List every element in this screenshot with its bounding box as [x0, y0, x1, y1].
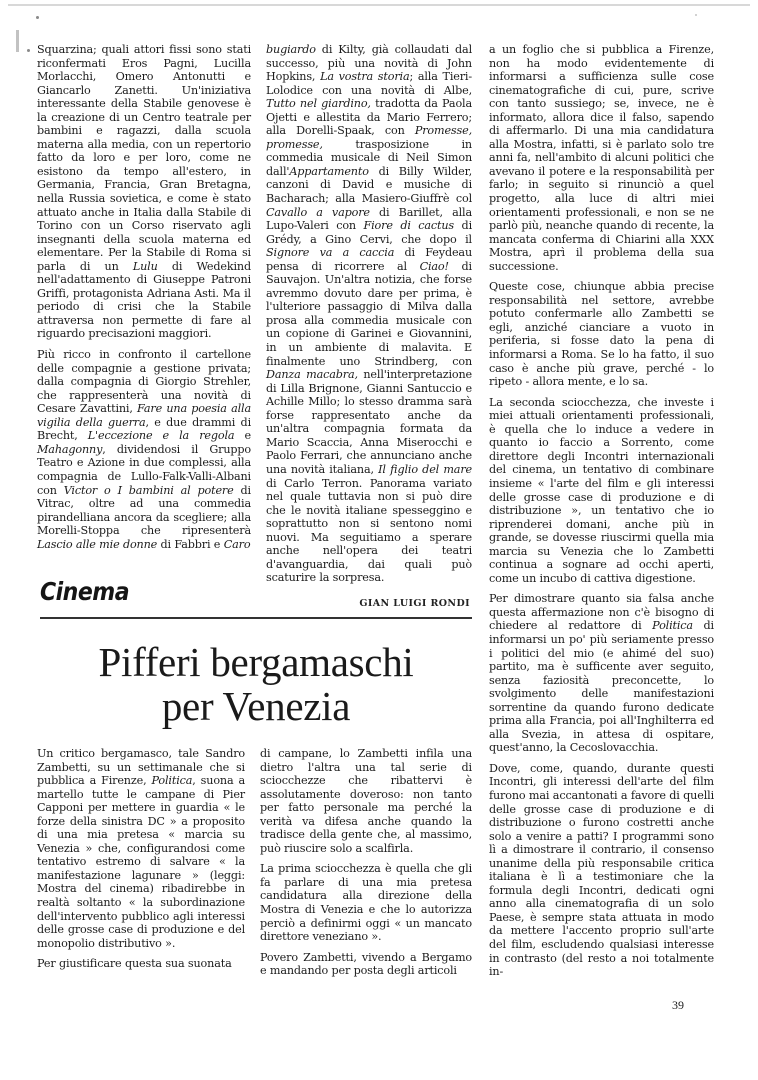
- paragraph: [37, 348, 251, 551]
- italic-title: Appartamento: [289, 164, 369, 178]
- right-column: [489, 43, 714, 979]
- paragraph: [266, 43, 472, 585]
- italic-title: Cavallo a vapore: [266, 205, 370, 219]
- italic-title: Promesse, promesse,: [266, 124, 472, 151]
- text-run: e: [234, 429, 251, 443]
- headline-line-1: Pifferi bergamaschi: [98, 639, 414, 685]
- text-run: Per dimostrare quanto sia falsa anche questa affermazione non c'è bisogno di chiedere al redattore di: [489, 592, 714, 633]
- italic-title: Caro: [223, 537, 251, 551]
- paragraph: [260, 951, 472, 978]
- text-run: Più ricco in confronto il cartellone delle compagnie a gestione privata; dalla compagnia di Giorgio Strehler, che rappresenterà una novità di Cesare Zavattini,: [37, 348, 251, 416]
- section-rule: [40, 617, 472, 619]
- italic-title: Politica: [652, 619, 693, 633]
- italic-title: Lulu: [132, 259, 158, 273]
- scan-speck: [27, 49, 30, 52]
- text-run: di Fabbri e: [157, 537, 224, 551]
- text-run: nell'interpretazione di Lilla Brignone, Gianni Santuccio e Achille Millo; lo stesso dramma sarà forse rappresentato anche da un'altra compagnia formata da Mario Scaccia, Anna Miserocchi e Paolo Ferrari, che annunciano anche una novità italiana,: [266, 368, 472, 476]
- page-number: 39: [672, 998, 684, 1012]
- paragraph: [489, 280, 714, 388]
- section-label: Cinema: [40, 578, 130, 607]
- text-run: tradotta da Paola Ojetti e allestita da Mario Ferrero; alla Dorelli-Spaak, con: [266, 97, 472, 138]
- italic-title: La vostra storia: [320, 70, 410, 84]
- text-run: a un foglio che si pubblica a Firenze, non ha modo evidentemente di informarsi a sufficienza sulle cose cinematografiche di cui, pure, scrive con tanto sussiego; se, invece, ne è informato, allora dice il falso, sapendo di affermarlo. Di una mia candidatura alla Mostra, infatti, si è parlato solo tre anni fa, nell'ambito di alcuni politici che avevano il potere e la responsabilità per farlo; in seguito si rinunciò a quel progetto, alla luce di altri miei orientamenti professionali, e non se ne parlò più, neanche quando di recente, la mancata conferma di Chiarini alla XXX Mostra, aprì il problema della sua successione.: [489, 43, 714, 273]
- text-run: , e due drammi di Brecht,: [37, 415, 251, 443]
- scan-speck: [695, 14, 697, 16]
- paragraph: [260, 747, 472, 855]
- text-run: Povero Zambetti, vivendo a Bergamo e mandando per posta degli articoli: [260, 950, 472, 978]
- text-run: di Barillet, alla Lupo-Valeri con: [266, 205, 472, 233]
- text-run: di Vitrac, oltre ad una commedia pirandelliana ancora da scegliere; alla Morelli-Stoppa che ripresenterà: [37, 483, 251, 538]
- italic-title: Lascio alle mie donne: [37, 537, 158, 551]
- text-run: di Carlo Terron. Panorama variato nel quale tuttavia non si può dire che le novità italiane spesseggino e soprattutto non si sentono nomi nuovi. Ma seguitiamo a sperare anche nell'opera dei teatri d'avanguardia, dai quali può scaturire la sorpresa.: [266, 476, 472, 585]
- text-run: Per giustificare questa sua suonata: [37, 957, 232, 971]
- article-column-2: [260, 747, 472, 978]
- paragraph: [489, 396, 714, 586]
- paragraph: [37, 43, 251, 341]
- italic-title: Victor o I bambini al potere: [63, 483, 234, 497]
- text-run: di Sauvajon. Un'altra notizia, che forse avremmo dovuto dare per prima, è l'ulteriore passaggio di Milva dalla prosa alla commedia musicale con un copione di Garinei e Giovannini, in un ambiente di malavita. E finalmente uno Strindberg, con: [266, 259, 472, 368]
- text-run: Un critico bergamasco, tale Sandro Zambetti, su un settimanale che si pubblica a Firenze,: [37, 747, 245, 788]
- text-run: La seconda sciocchezza, che investe i miei attuali orientamenti professionali, è quella che lo induce a vedere in quanto io faccio a Sorrento, come direttore degli Incontri internazionali del cinema, un tentativo di combinare insieme « l'arte del film e gli interessi delle grosse case di produzione e di distribuzione », un tentativo che io riprenderei domani, anche più in grande, se dovesse riuscirmi quella mia marcia su Venezia che lo Zambetti continua a sognare ad occhi aperti, come un incubo di cattiva digestione.: [489, 395, 714, 585]
- scan-margin-mark: [16, 30, 19, 52]
- text-run: Squarzina; quali attori fissi sono stati riconfermati Eros Pagni, Lucilla Morlacchi, Omero Antonutti e Giancarlo Zanetti. Un'iniziativa interessante della Stabile genovese è la creazione di un Centro teatrale per bambini e ragazzi, dalla scuola materna alla media, con un repertorio fatto da loro e per loro, come ne esistono da tempo all'estero, in Germania, Francia, Gran Bretagna, nella Russia sovietica, e come è stato attuato anche in Italia dalla Stabile di Torino con un Corso riservato agli insegnanti della scuola materna ed elementare. Per la Stabile di Roma si parla di un: [37, 43, 251, 273]
- italic-title: Fiore di cactus: [363, 219, 455, 233]
- italic-title: Danza macabra,: [266, 368, 358, 382]
- text-run: di informarsi un po' più seriamente presso i politici del mio (e ahimé del suo) partito, ma è sufficente aver seguito, senza faziosità preconcette, lo svolgimento delle manifestazioni sorrentine da quando furono dedicate prima alla Francia, poi all'Inghilterra ed alla Svezia, in attesa di ospitare, quest'anno, la Cecoslovacchia.: [489, 619, 714, 755]
- italic-title: Fare una poesia alla vigilia della guerra: [37, 402, 251, 429]
- paragraph: [260, 862, 472, 943]
- text-run: trasposizione in commedia musicale di Neil Simon dall': [266, 137, 472, 178]
- text-run: di Billy Wilder, canzoni di David e musiche di Bacharach; alla Masiero-Giuffrè col: [266, 164, 472, 206]
- headline-line-2: per Venezia: [161, 683, 351, 729]
- article-column-1: [37, 747, 245, 971]
- text-run: di campane, lo Zambetti infila una dietro l'altra una tal serie di sciocchezze che ribattervi è assolutamente doveroso: non tanto per fatto personale ma perché la verità va difesa anche quando la tradisce della gente che, al massimo, può riuscire solo a scalfirla.: [260, 747, 472, 855]
- text-run: Dove, come, quando, durante questi Incontri, gli interessi dell'arte del film furono mai accantonati a favore di quelli delle grosse case di produzione e di distribuzione o furono costretti anche solo a venire a patti? I programmi sono lì a dimostrare il contrario, il consenso unanime della più responsabile critica italiana è lì a testimoniare che la formula degli Incontri, dedicati ogni anno alla cinematografia di un solo Paese, è sempre stata attuata in modo da mettere l'accento proprio sull'arte del film, escludendo qualsiasi interesse in contrasto (del resto a noi totalmente in-: [489, 761, 714, 979]
- italic-title: bugiardo: [266, 43, 316, 56]
- italic-title: Signore va a caccia: [266, 246, 395, 260]
- text-run: di Wedekind nell'adattamento di Giuseppe Patroni Griffi, protagonista Adriana Asti. Ma il periodo di crisi che la Stabile attraversa non permette di fare al riguardo precisazioni maggiori.: [37, 259, 252, 341]
- paragraph: [37, 957, 245, 971]
- italic-title: Politica: [151, 774, 193, 788]
- italic-title: Tutto nel giardino,: [266, 97, 371, 111]
- text-run: , dividendosi il Gruppo Teatro e Azione in due complessi, alla compagnia de Lullo-Falk-Valli-Albani con: [37, 442, 251, 497]
- scan-top-edge: [8, 4, 750, 6]
- text-run: La prima sciocchezza è quella che gli fa parlare di una mia pretesa candidatura alla direzione della Mostra di Venezia e che lo autorizza perciò a definirmi oggi « un mancato direttore veneziano ».: [260, 862, 472, 944]
- text-run: , suona a martello tutte le campane di Pier Capponi per mettere in guardia « le forze della sinistra DC » a proposito di una mia pretesa « marcia su Venezia » che, configurandosi come tentativo estremo di salvare « la manifestazione lagunare » (leggi: Mostra del cinema) ribadirebbe in realtà soltanto « la subordinazione dell'intervento pubblico agli interessi delle grosse case di produzione e del monopolio distributivo ».: [37, 774, 245, 950]
- upper-column-1: [37, 43, 251, 551]
- italic-title: Ciao!: [419, 259, 449, 273]
- paragraph: [37, 747, 245, 950]
- upper-column-2: [266, 43, 472, 585]
- scan-speck: [36, 16, 39, 19]
- italic-title: L'eccezione e la regola: [87, 429, 235, 443]
- text-run: ; alla Tieri-Lolodice con una novità di Albe,: [266, 70, 472, 97]
- paragraph: [489, 592, 714, 755]
- italic-title: Mahagonny: [37, 442, 103, 456]
- text-run: di Feydeau pensa di ricorrere al: [266, 246, 472, 273]
- paragraph: [489, 762, 714, 979]
- italic-title: Il figlio del mare: [378, 462, 472, 476]
- text-run: Queste cose, chiunque abbia precise responsabilità nel settore, avrebbe potuto confermarle allo Zambetti se egli, anziché cianciare a vuoto in periferia, si fosse dato la pena di informarsi a Roma. Se lo ha fatto, il suo caso è anche più grave, perché - lo ripeto - allora mente, e lo sa.: [489, 280, 714, 389]
- paragraph: [489, 43, 714, 273]
- text-run: di Kilty, già collaudati dal successo, più una novità di John Hopkins,: [266, 43, 472, 84]
- text-run: di Grédy, a Gino Cervi, che dopo il: [266, 219, 472, 246]
- article-headline: [40, 640, 472, 728]
- author-byline: GIAN LUIGI RONDI: [359, 598, 470, 609]
